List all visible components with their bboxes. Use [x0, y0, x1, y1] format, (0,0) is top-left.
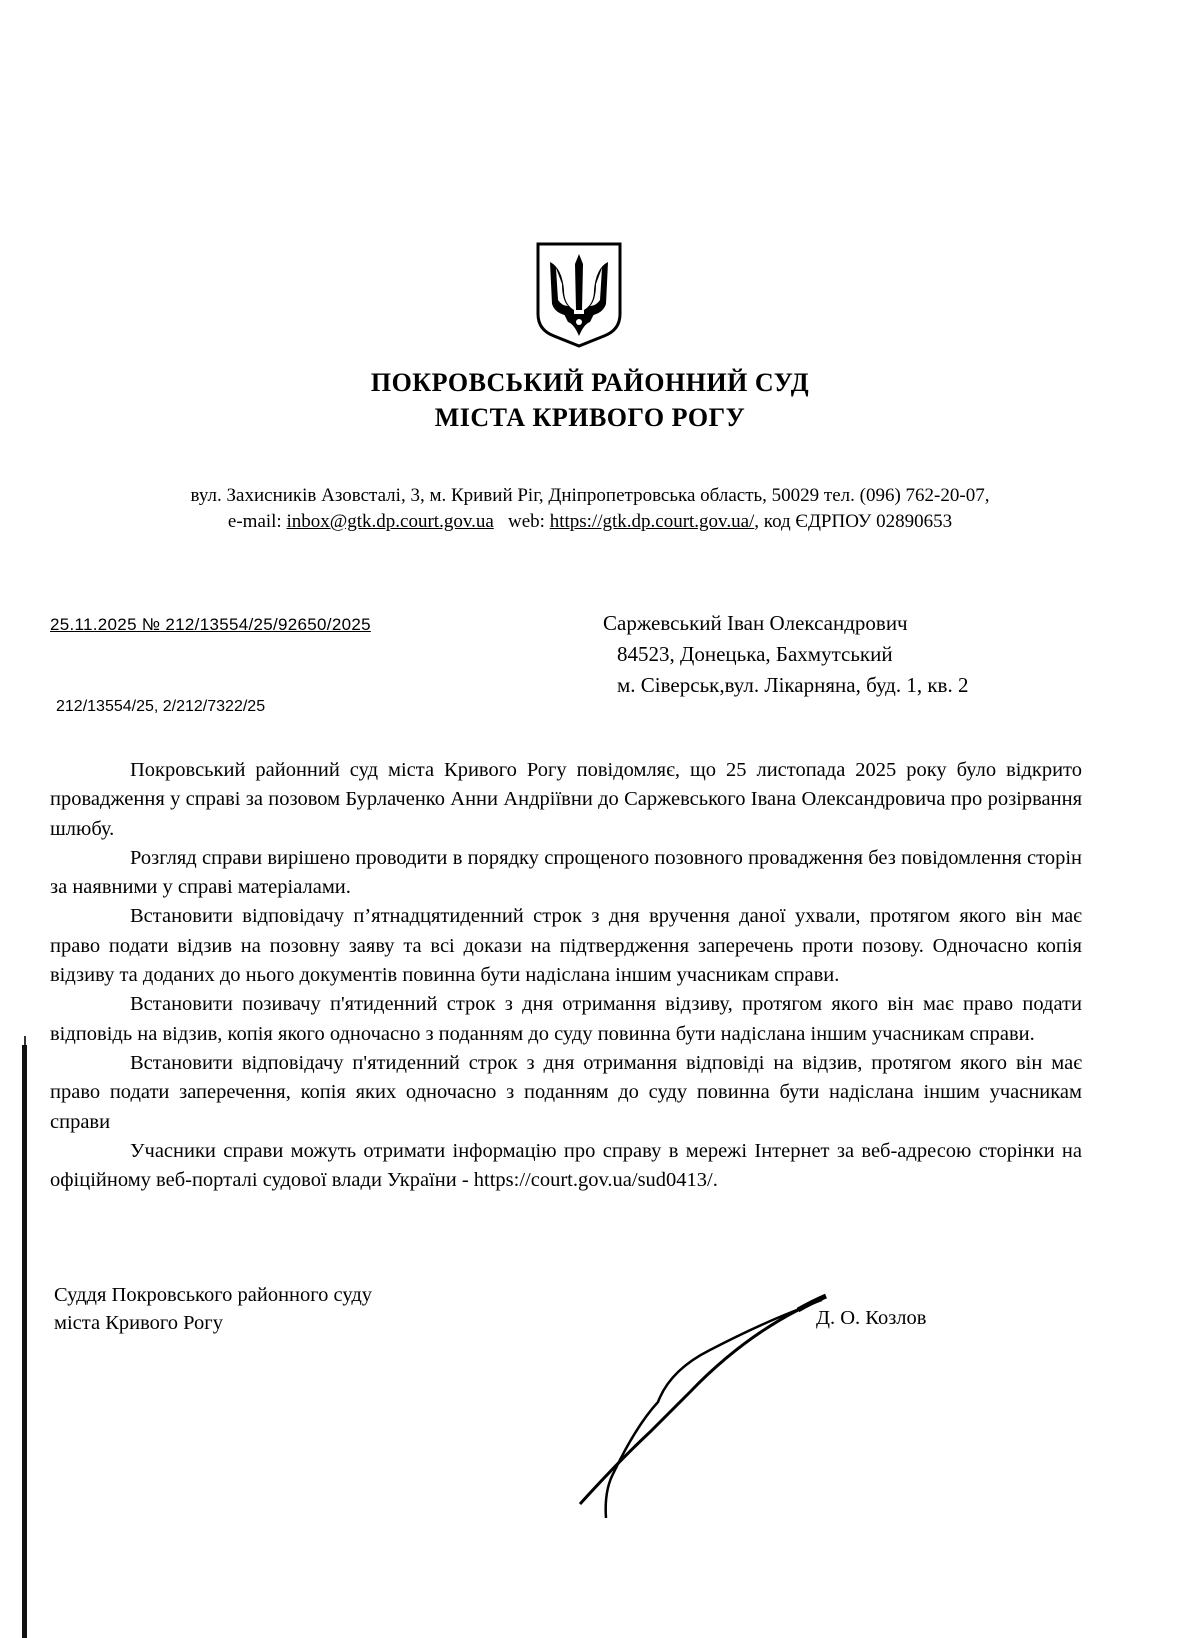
ukraine-trident-icon [534, 240, 624, 348]
judge-position-line2: міста Кривого Рогу [54, 1312, 223, 1334]
body-paragraph: Встановити відповідачу п’ятнадцятиденний строк з дня вручення даної ухвали, протягом якого він має право подати відзив на позовну заяву та всі докази на підтвердження заперечень проти позову. Одночасно копія відзиву та доданих до нього документів повинна бути надіслана іншим учасникам справи. [50, 905, 1082, 987]
web-label: web: [508, 511, 545, 532]
signature-icon [540, 1220, 840, 1520]
body-paragraph: Розгляд справи вирішено проводити в порядку спрощеного позовного провадження без повідомлення сторін за наявними у справі матеріалами. [50, 846, 1082, 899]
judge-name: Д. О. Козлов [816, 1307, 927, 1329]
body-paragraph: Встановити відповідачу п'ятиденний строк з дня отримання відповіді на відзив, протягом якого він має право подати заперечення, копія яких одночасно з поданням до суду повинна бути надіслана іншим учасникам справи [50, 1051, 1082, 1133]
case-numbers: 212/13554/25, 2/212/7322/25 [56, 698, 266, 715]
recipient-address-line2: м. Сіверськ,вул. Лікарняна, буд. 1, кв. 2 [617, 673, 969, 697]
edrpou-code: код ЄДРПОУ 02890653 [763, 511, 953, 532]
web-link[interactable]: https://gtk.dp.court.gov.ua/ [549, 511, 755, 532]
email-label: e-mail: [227, 511, 282, 532]
judge-position [54, 1281, 372, 1337]
body-paragraph: Встановити позивачу п'ятиденний строк з дня отримання відзиву, протягом якого він має право подати відповідь на відзив, копія якого одночасно з поданням до суду повинна бути надіслана іншим учасникам справи. [50, 993, 1082, 1045]
letter-body [50, 756, 1082, 1195]
court-name-line2: МІСТА КРИВОГО РОГУ [434, 403, 746, 432]
scan-margin-edge [22, 1045, 27, 1638]
email-link[interactable]: inbox@gtk.dp.court.gov.ua [286, 511, 494, 532]
judge-position-line1: Суддя Покровського районного суду [54, 1284, 373, 1306]
court-name-line1: ПОКРОВСЬКИЙ РАЙОННИЙ СУД [370, 368, 810, 397]
recipient-block [603, 608, 968, 701]
outgoing-number: 25.11.2025 № 212/13554/25/92650/2025 [50, 615, 371, 634]
recipient-name: Саржевський Іван Олександрович [603, 611, 908, 635]
body-paragraph: Покровський районний суд міста Кривого Рогу повідомляє, що 25 листопада 2025 року було відкрито провадження у справі за позовом Бурлаченко Анни Андріївни до Саржевського Івана Олександровича про розірвання шлюбу. [50, 759, 1082, 840]
body-paragraph: Учасники справи можуть отримати інформацію про справу в мережі Інтернет за веб-адресою сторінки на офіційному веб-порталі судової влади України - https://court.gov.ua/sud0413/. [50, 1139, 1082, 1192]
court-contacts: e-mail: inbox@gtk.dp.court.gov.ua web: https://gtk.dp.court.gov.ua/, код ЄДРПОУ 02890653 [227, 511, 953, 532]
court-address: вул. Захисників Азовсталі, 3, м. Кривий Ріг, Дніпропетровська область, 50029 тел. (096) 762-20-07, [190, 485, 990, 506]
recipient-address-line1: 84523, Донецька, Бахмутський [617, 642, 893, 666]
